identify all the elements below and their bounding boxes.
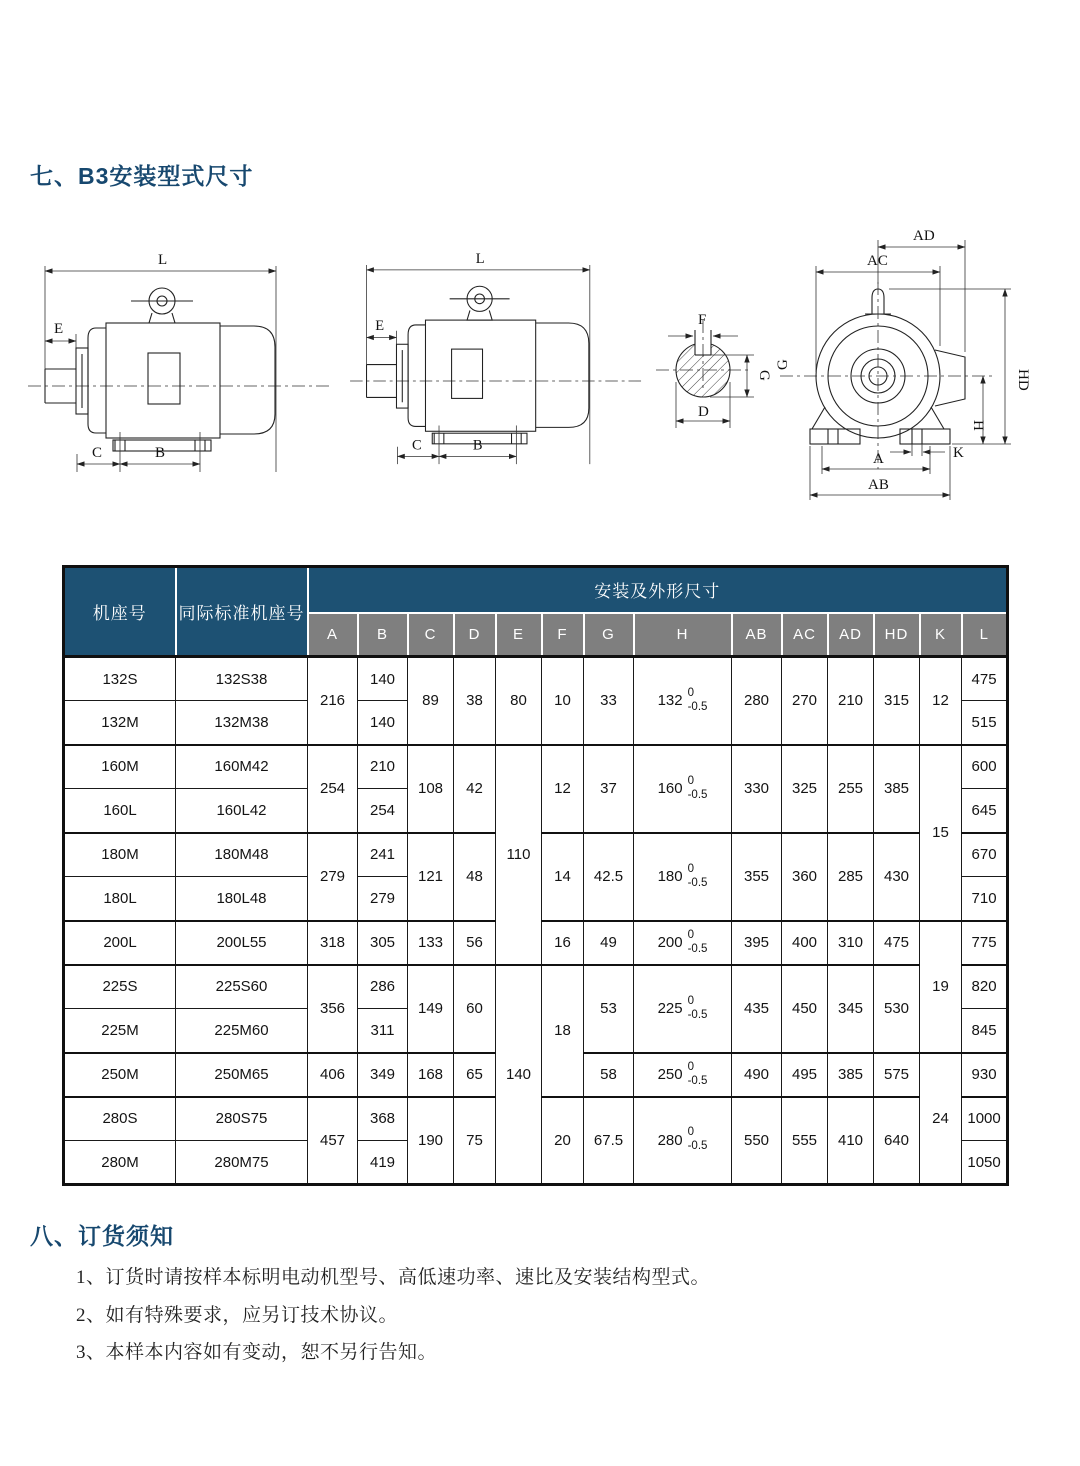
- header-col-HD: HD: [874, 613, 920, 657]
- table-cell: 475: [874, 921, 920, 965]
- table-cell: 210: [828, 657, 874, 745]
- table-cell: 279: [358, 877, 408, 921]
- table-cell: 419: [358, 1141, 408, 1185]
- dim-label-E: E: [54, 321, 64, 337]
- table-cell: 670: [962, 833, 1008, 877]
- table-cell: 38: [454, 657, 496, 745]
- table-cell: 285: [828, 833, 874, 921]
- table-cell: 56: [454, 921, 496, 965]
- dim-label-AD: AD: [913, 228, 935, 244]
- dim-label-AB: AB: [868, 477, 889, 493]
- intl-frame-size: 132M38: [176, 701, 308, 745]
- ordering-note-3: 3、本样本内容如有变动，恕不另行告知。: [76, 1342, 438, 1363]
- table-cell: 286: [358, 965, 408, 1009]
- motor-side-view-drawing-1: [28, 236, 333, 506]
- dim-label-G: G: [775, 359, 791, 370]
- value-with-tolerance: 132 0 -0.5: [657, 686, 708, 713]
- dim-label-K: K: [953, 445, 964, 461]
- table-cell: 10: [542, 657, 584, 745]
- table-cell: 33: [584, 657, 634, 745]
- table-cell: 368: [358, 1097, 408, 1141]
- value-with-tolerance: 180 0 -0.5: [657, 862, 708, 889]
- table-cell: 20: [542, 1097, 584, 1185]
- table-cell: 457: [308, 1097, 358, 1185]
- table-cell: 19: [920, 921, 962, 1053]
- table-cell: [634, 921, 732, 965]
- dim-label-C: C: [411, 437, 422, 454]
- intl-frame-size: 180L48: [176, 877, 308, 921]
- table-cell: 15: [920, 745, 962, 921]
- table-cell: 48: [454, 833, 496, 921]
- shaft-section-drawing: [648, 292, 778, 462]
- table-cell: [634, 833, 732, 921]
- section8-title: 八、订货须知: [30, 1223, 174, 1249]
- table-cell: 330: [732, 745, 782, 833]
- table-cell: 140: [496, 965, 542, 1185]
- table-cell: 255: [828, 745, 874, 833]
- table-cell: 640: [874, 1097, 920, 1185]
- table-cell: 216: [308, 657, 358, 745]
- table-cell: 600: [962, 745, 1008, 789]
- table-cell: 490: [732, 1053, 782, 1097]
- table-cell: 930: [962, 1053, 1008, 1097]
- table-cell: 108: [408, 745, 454, 833]
- frame-size: 280S: [64, 1097, 176, 1141]
- value-with-tolerance: 280 0 -0.5: [657, 1126, 708, 1153]
- table-cell: 18: [542, 965, 584, 1097]
- value-with-tolerance: 250 0 -0.5: [657, 1060, 708, 1087]
- header-col-A: A: [308, 613, 358, 657]
- ordering-note-1: 1、订货时请按样本标明电动机型号、高低速功率、速比及安装结构型式。: [76, 1267, 711, 1288]
- table-cell: 42.5: [584, 833, 634, 921]
- table-cell: 575: [874, 1053, 920, 1097]
- table-cell: 845: [962, 1009, 1008, 1053]
- header-col-AC: AC: [782, 613, 828, 657]
- frame-size: 250M: [64, 1053, 176, 1097]
- value-with-tolerance: 200 0 -0.5: [657, 928, 708, 955]
- table-cell: 80: [496, 657, 542, 745]
- table-cell: 89: [408, 657, 454, 745]
- table-cell: 360: [782, 833, 828, 921]
- frame-size: 132M: [64, 701, 176, 745]
- table-cell: 190: [408, 1097, 454, 1185]
- header-col-C: C: [408, 613, 454, 657]
- table-cell: 410: [828, 1097, 874, 1185]
- table-cell: 280: [732, 657, 782, 745]
- dim-label-A: A: [873, 451, 884, 467]
- header-col-F: F: [542, 613, 584, 657]
- table-cell: 121: [408, 833, 454, 921]
- table-cell: 1050: [962, 1141, 1008, 1185]
- intl-frame-size: 200L55: [176, 921, 308, 965]
- table-cell: 53: [584, 965, 634, 1053]
- header-col-AD: AD: [828, 613, 874, 657]
- intl-frame-size: 132S38: [176, 657, 308, 701]
- dim-label-F: F: [698, 312, 707, 328]
- table-row: [64, 657, 1008, 701]
- value-with-tolerance: 160 0 -0.5: [657, 774, 708, 801]
- table-cell: 14: [542, 833, 584, 921]
- header-frame-size: 机座号: [64, 567, 176, 657]
- dim-label-L: L: [158, 252, 168, 268]
- technical-drawings: [0, 228, 1080, 532]
- table-cell: [634, 745, 732, 833]
- header-intl-frame-size: 同际标准机座号: [176, 567, 308, 657]
- table-cell: 110: [496, 745, 542, 965]
- dim-label-HD: HD: [1015, 369, 1031, 391]
- table-cell: 356: [308, 965, 358, 1053]
- table-cell: 270: [782, 657, 828, 745]
- header-col-L: L: [962, 613, 1008, 657]
- table-cell: 149: [408, 965, 454, 1053]
- intl-frame-size: 160M42: [176, 745, 308, 789]
- table-cell: 450: [782, 965, 828, 1053]
- frame-size: 280M: [64, 1141, 176, 1185]
- table-cell: 140: [358, 657, 408, 701]
- intl-frame-size: 280S75: [176, 1097, 308, 1141]
- motor-end-view-drawing: [765, 224, 1075, 524]
- dim-label-B: B: [155, 445, 166, 461]
- frame-size: 200L: [64, 921, 176, 965]
- table-cell: 515: [962, 701, 1008, 745]
- table-header-row-1: [64, 567, 1008, 613]
- table-cell: 42: [454, 745, 496, 833]
- frame-size: 160L: [64, 789, 176, 833]
- table-cell: 310: [828, 921, 874, 965]
- intl-frame-size: 160L42: [176, 789, 308, 833]
- table-cell: 400: [782, 921, 828, 965]
- table-cell: 305: [358, 921, 408, 965]
- table-cell: 16: [542, 921, 584, 965]
- table-cell: 75: [454, 1097, 496, 1185]
- table-cell: 24: [920, 1053, 962, 1185]
- dimension-table: [62, 565, 1009, 1186]
- table-cell: 12: [920, 657, 962, 745]
- table-cell: [634, 965, 732, 1053]
- table-cell: 12: [542, 745, 584, 833]
- intl-frame-size: 225S60: [176, 965, 308, 1009]
- table-cell: 349: [358, 1053, 408, 1097]
- intl-frame-size: 280M75: [176, 1141, 308, 1185]
- intl-frame-size: 225M60: [176, 1009, 308, 1053]
- table-cell: 385: [828, 1053, 874, 1097]
- table-cell: 475: [962, 657, 1008, 701]
- table-cell: 355: [732, 833, 782, 921]
- dim-label-B: B: [472, 437, 483, 454]
- table-cell: [634, 1053, 732, 1097]
- header-col-K: K: [920, 613, 962, 657]
- header-col-B: B: [358, 613, 408, 657]
- frame-size: 225S: [64, 965, 176, 1009]
- frame-size: 225M: [64, 1009, 176, 1053]
- table-cell: 311: [358, 1009, 408, 1053]
- table-cell: 315: [874, 657, 920, 745]
- dim-label-C: C: [92, 445, 103, 461]
- section7-title: 七、B3安装型式尺寸: [30, 163, 254, 189]
- intl-frame-size: 180M48: [176, 833, 308, 877]
- table-cell: 1000: [962, 1097, 1008, 1141]
- table-cell: 530: [874, 965, 920, 1053]
- table-cell: [634, 1097, 732, 1185]
- dim-label-E: E: [375, 317, 385, 334]
- motor-side-view-drawing-2: [350, 236, 645, 497]
- header-col-AB: AB: [732, 613, 782, 657]
- table-cell: 430: [874, 833, 920, 921]
- table-cell: 37: [584, 745, 634, 833]
- header-col-D: D: [454, 613, 496, 657]
- dim-label-L: L: [475, 251, 485, 268]
- table-cell: [634, 657, 732, 745]
- intl-frame-size: 250M65: [176, 1053, 308, 1097]
- table-cell: 60: [454, 965, 496, 1053]
- header-col-H: H: [634, 613, 732, 657]
- table-cell: 406: [308, 1053, 358, 1097]
- table-cell: 318: [308, 921, 358, 965]
- frame-size: 132S: [64, 657, 176, 701]
- table-cell: 58: [584, 1053, 634, 1097]
- table-body: [64, 657, 1008, 1185]
- table-cell: 254: [358, 789, 408, 833]
- table-cell: 385: [874, 745, 920, 833]
- table-cell: 133: [408, 921, 454, 965]
- table-cell: 775: [962, 921, 1008, 965]
- table-cell: 67.5: [584, 1097, 634, 1185]
- dim-label-G: G: [756, 370, 772, 381]
- table-cell: 241: [358, 833, 408, 877]
- frame-size: 180M: [64, 833, 176, 877]
- table-cell: 395: [732, 921, 782, 965]
- frame-size: 180L: [64, 877, 176, 921]
- header-col-G: G: [584, 613, 634, 657]
- header-dimensions-group: 安装及外形尺寸: [308, 567, 1008, 613]
- frame-size: 160M: [64, 745, 176, 789]
- table-cell: 555: [782, 1097, 828, 1185]
- ordering-note-2: 2、如有特殊要求，应另订技术协议。: [76, 1305, 399, 1326]
- dim-label-D: D: [698, 404, 709, 420]
- table-cell: 140: [358, 701, 408, 745]
- header-col-E: E: [496, 613, 542, 657]
- table-cell: 254: [308, 745, 358, 833]
- dim-label-AC: AC: [867, 253, 888, 269]
- table-cell: 345: [828, 965, 874, 1053]
- dim-label-H: H: [970, 420, 986, 431]
- table-cell: 168: [408, 1053, 454, 1097]
- table-cell: 820: [962, 965, 1008, 1009]
- table-cell: 645: [962, 789, 1008, 833]
- table-cell: 710: [962, 877, 1008, 921]
- table-row: [64, 965, 1008, 1009]
- table-cell: 435: [732, 965, 782, 1053]
- table-cell: 279: [308, 833, 358, 921]
- value-with-tolerance: 225 0 -0.5: [657, 994, 708, 1021]
- table-cell: 49: [584, 921, 634, 965]
- table-cell: 210: [358, 745, 408, 789]
- table-cell: 325: [782, 745, 828, 833]
- table-cell: 65: [454, 1053, 496, 1097]
- table-row: [64, 745, 1008, 789]
- table-cell: 495: [782, 1053, 828, 1097]
- table-cell: 550: [732, 1097, 782, 1185]
